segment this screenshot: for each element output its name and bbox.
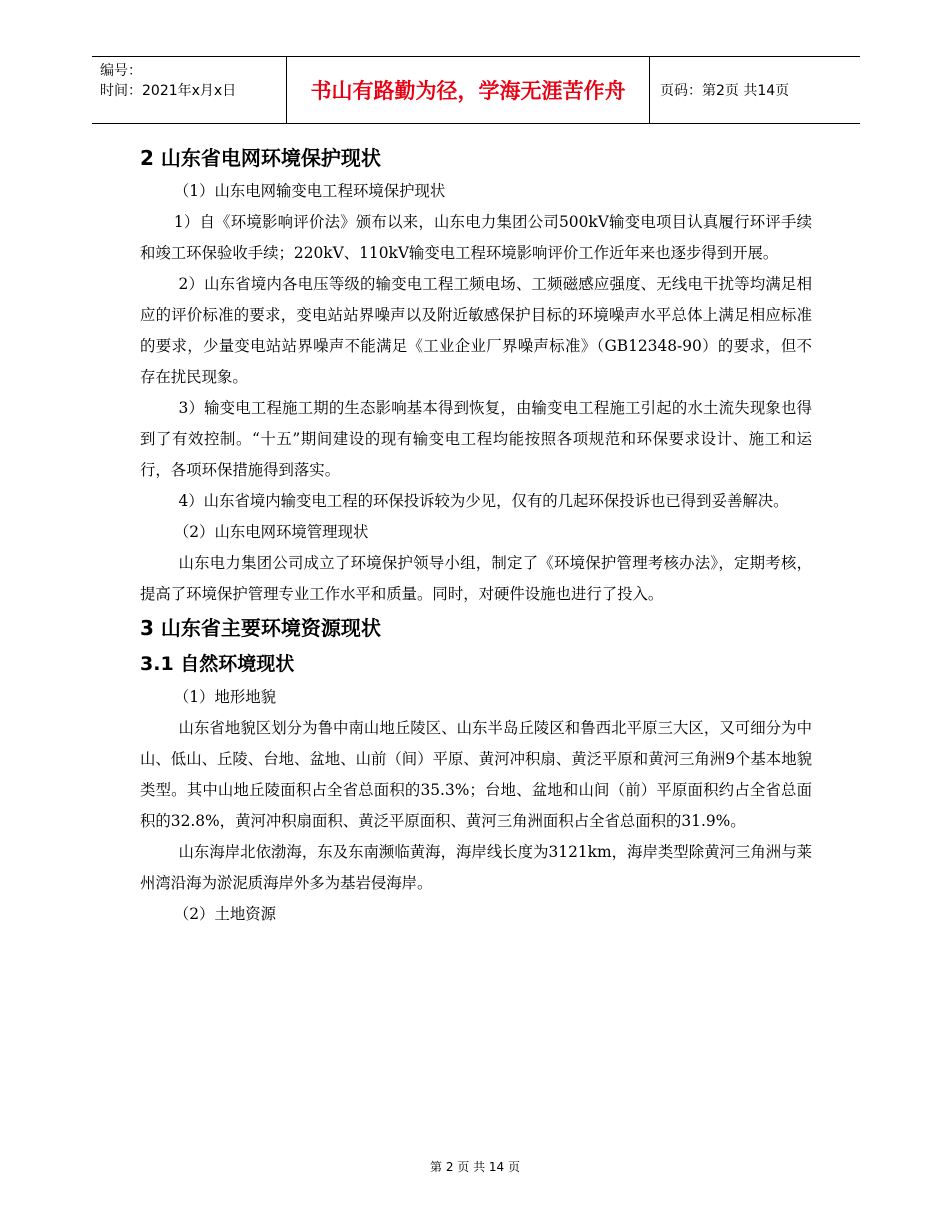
paragraph-2-1-3: 3）输变电工程施工期的生态影响基本得到恢复，由输变电工程施工引起的水土流失现象也得到了有效控制。“十五”期间建设的现有输变电工程均能按照各项规范和环保要求设计、施工和运行，各项环保措施得到落实。: [140, 399, 812, 479]
paragraph-2-1-1: 1）自《环境影响评价法》颁布以来，山东电力集团公司500kV输变电项目认真履行环评手续和竣工环保验收手续；220kV、110kV输变电工程环境影响评价工作近年来也逐步得到开展。: [140, 213, 812, 262]
header-meta: [92, 57, 286, 123]
paragraph-3-1-2: 山东海岸北依渤海，东及东南濒临黄海，海岸线长度为3121km，海岸类型除黄河三角洲与莱州湾沿海为淤泥质海岸外多为基岩侵海岸。: [140, 843, 812, 892]
paragraph-3-1-1: 山东省地貌区划分为鲁中南山地丘陵区、山东半岛丘陵区和鲁西北平原三大区，又可细分为中山、低山、丘陵、台地、盆地、山前（间）平原、黄河冲积扇、黄泛平原和黄河三角洲9个基本地貌类型。其中山地丘陵面积占全省总面积的35.3%；台地、盆地和山间（前）平原面积约占全省总面积的32.8%，黄河冲积扇面积、黄泛平原面积、黄河三角洲面积占全省总面积的31.9%。: [140, 719, 812, 830]
subsection-3-1-2-title: （2）土地资源: [173, 905, 277, 923]
document-body: [140, 140, 812, 930]
time-label: 时间：2021年x月x日: [100, 83, 237, 99]
section-3-heading: 3 山东省主要环境资源现状: [140, 616, 381, 640]
section-3-1-heading: 3.1 自然环境现状: [140, 653, 295, 675]
header-motto: 书山有路勤为径，学海无涯苦作舟: [286, 57, 650, 123]
paragraph-2-1-4: 4）山东省境内输变电工程的环保投诉较为少见，仅有的几起环保投诉也已得到妥善解决。: [178, 492, 789, 510]
page-header: [92, 56, 860, 124]
number-label: 编号：: [100, 63, 142, 79]
page-footer: 第 2 页 共 14 页: [430, 1160, 520, 1174]
subsection-2-2-title: （2）山东电网环境管理现状: [173, 523, 369, 541]
subsection-3-1-1-title: （1）地形地貌: [173, 688, 277, 706]
section-2-heading: 2 山东省电网环境保护现状: [140, 146, 381, 170]
paragraph-2-2-1: 山东电力集团公司成立了环境保护领导小组，制定了《环境保护管理考核办法》，定期考核，提高了环境保护管理专业工作水平和质量。同时，对硬件设施也进行了投入。: [140, 554, 812, 603]
subsection-2-1-title: （1）山东电网输变电工程环境保护现状: [173, 182, 446, 200]
paragraph-2-1-2: 2）山东省境内各电压等级的输变电工程工频电场、工频磁感应强度、无线电干扰等均满足相应的评价标准的要求，变电站站界噪声以及附近敏感保护目标的环境噪声水平总体上满足相应标准的要求，少量变电站站界噪声不能满足《工业企业厂界噪声标准》（GB12348-90）的要求，但不存在扰民现象。: [140, 275, 812, 386]
header-page-info: 页码：第2页 共14页: [660, 83, 790, 99]
